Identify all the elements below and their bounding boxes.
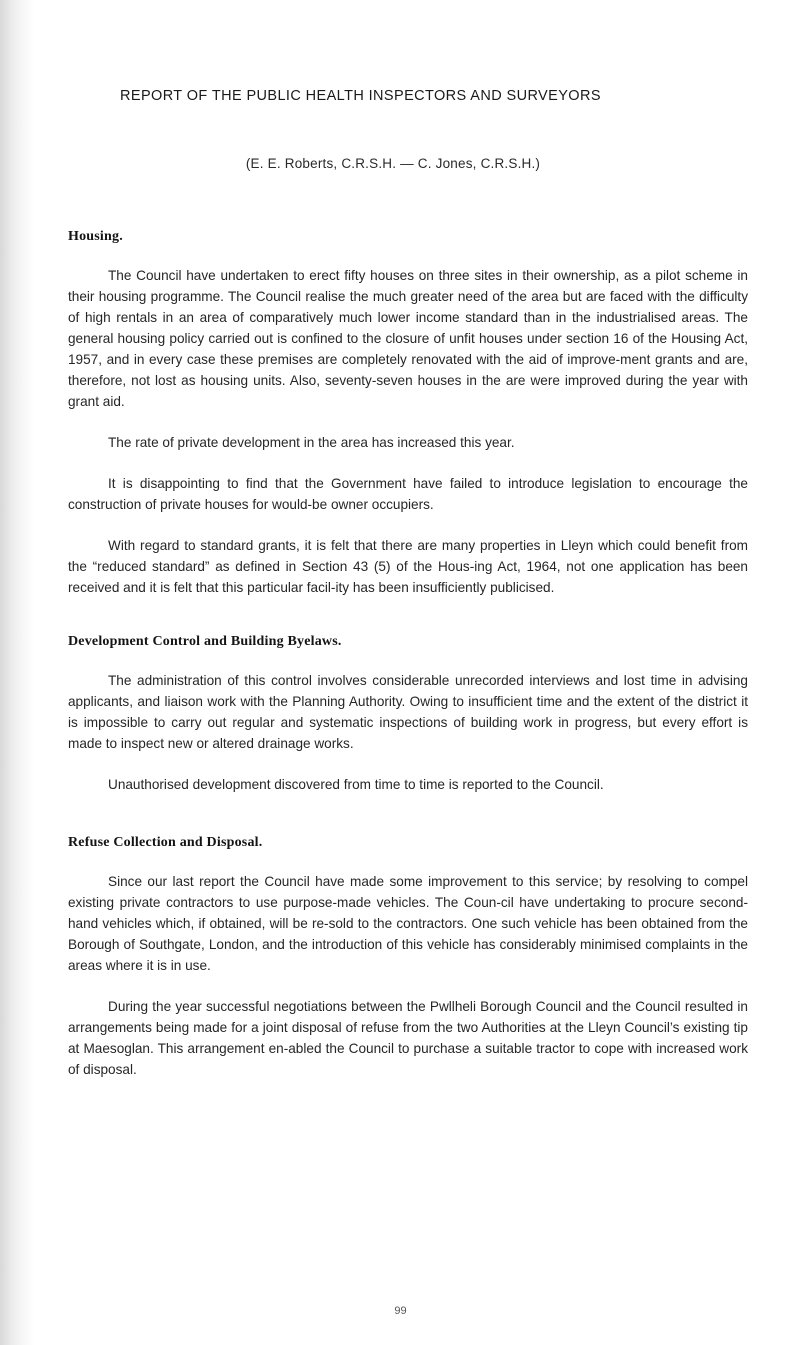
section-development-control bbox=[68, 634, 748, 795]
section-heading: Development Control and Building Byelaws. bbox=[68, 634, 342, 649]
section-refuse-collection bbox=[68, 835, 748, 1080]
document-title: REPORT OF THE PUBLIC HEALTH INSPECTORS AND SURVEYORS bbox=[120, 88, 601, 104]
page-edge-shadow bbox=[0, 0, 34, 1345]
section-housing bbox=[68, 229, 748, 598]
paragraph: With regard to standard grants, it is felt that there are many properties in Lleyn which could benefit from the “reduced standard” as defined in Section 43 (5) of the Hous-ing Act, 1964, not one application has been received and it is felt that this particular facil-ity has been insufficiently publicised. bbox=[68, 538, 748, 595]
document-authors: (E. E. Roberts, C.R.S.H. — C. Jones, C.R.S.H.) bbox=[245, 156, 541, 171]
paragraph: The rate of private development in the area has increased this year. bbox=[108, 435, 515, 450]
paragraph: The administration of this control involves considerable unrecorded interviews and lost time in advising applicants, and liaison work with the Planning Authority. Owing to insufficient time and the extent of the district it is impossible to carry out regular and systematic inspections of building work in progress, but every effort is made to inspect new or altered drainage works. bbox=[68, 673, 748, 751]
paragraph: The Council have undertaken to erect fifty houses on three sites in their ownership, as a pilot scheme in their housing programme. The Council realise the much greater need of the area but are faced with the difficulty of high rentals in an area of comparatively much lower income standard than in the industrialised areas. The general housing policy carried out is confined to the closure of unfit houses under section 16 of the Housing Act, 1957, and in every case these premises are completely renovated with the aid of improve-ment grants and are, therefore, not lost as housing units. Also, seventy-seven houses in the are were improved during the year with grant aid. bbox=[68, 268, 748, 409]
document-body bbox=[68, 88, 748, 1080]
paragraph: Since our last report the Council have made some improvement to this service; by resolving to compel existing private contractors to use purpose-made vehicles. The Coun-cil have undertaking to procure second-hand vehicles which, if obtained, will be re-sold to the contractors. One such vehicle has been obtained from the Borough of Southgate, London, and the introduction of this vehicle has considerably minimised complaints in the areas where it is in use. bbox=[68, 874, 748, 973]
paragraph: It is disappointing to find that the Government have failed to introduce legislation to encourage the construction of private houses for would-be owner occupiers. bbox=[68, 476, 748, 512]
section-heading: Housing. bbox=[68, 229, 123, 244]
paragraph: During the year successful negotiations between the Pwllheli Borough Council and the Council resulted in arrangements being made for a joint disposal of refuse from the two Authorities at the Lleyn Council’s existing tip at Maesoglan. This arrangement en-abled the Council to purchase a suitable tractor to cope with increased work of disposal. bbox=[68, 999, 748, 1077]
page-number: 99 bbox=[394, 1305, 407, 1317]
paragraph: Unauthorised development discovered from time to time is reported to the Council. bbox=[108, 777, 604, 792]
section-heading: Refuse Collection and Disposal. bbox=[68, 835, 263, 850]
